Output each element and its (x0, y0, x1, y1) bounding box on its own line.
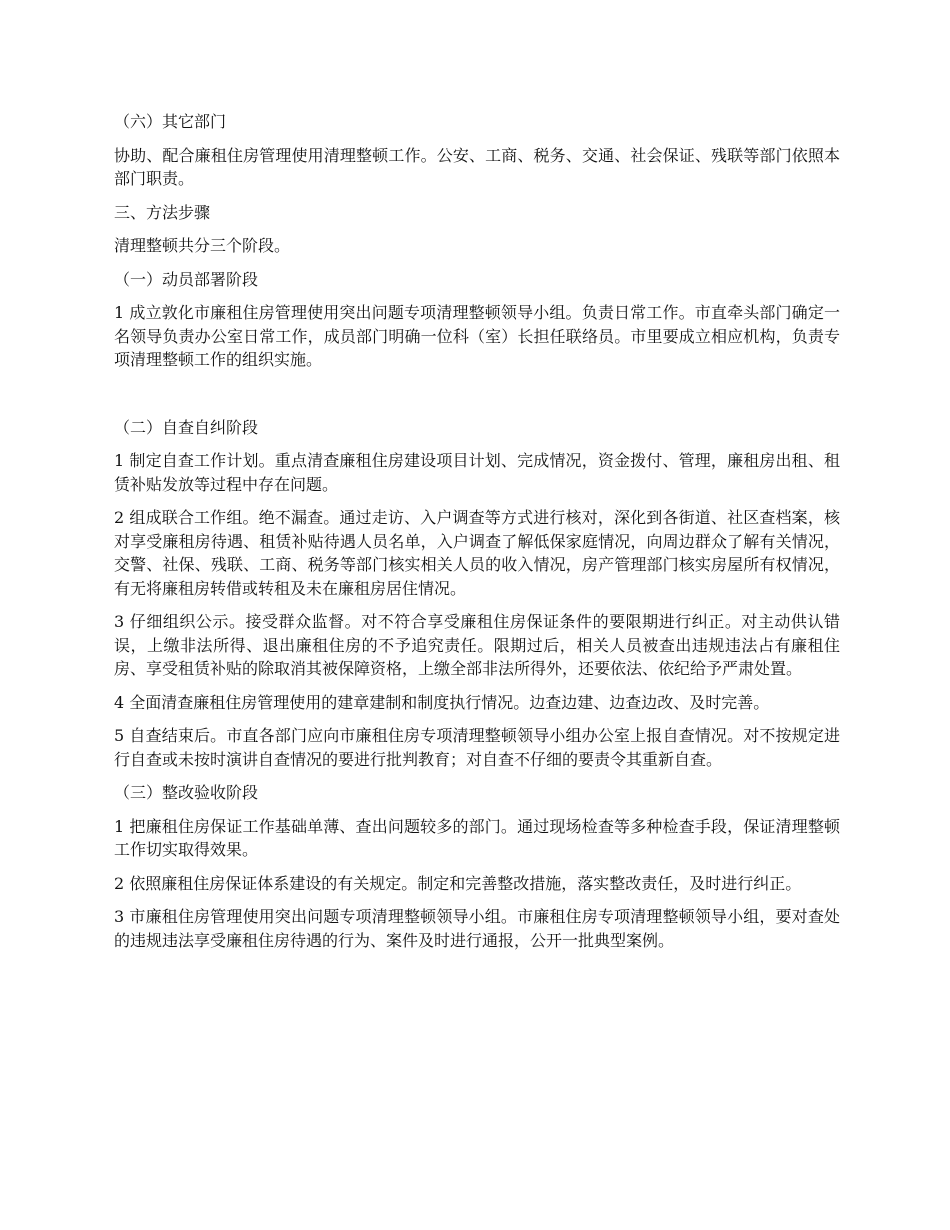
section-heading-mobilization-stage: （一）动员部署阶段 (114, 269, 259, 289)
paragraph-three-stages: 清理整顿共分三个阶段。 (114, 236, 291, 255)
paragraph-self-inspection-item-1: 1 制定自查工作计划。重点清查廉租住房建设项目计划、完成情况，资金拨付、管理，廉租房出租、租赁补贴发放等过程中存在问题。 (114, 451, 840, 494)
section-heading-rectification-stage: （三）整改验收阶段 (114, 783, 259, 802)
paragraph-self-inspection-item-5: 5 自查结束后。市直各部门应向市廉租住房专项清理整顿领导小组办公室上报自查情况。对不按规定进行自查或未按时演讲自查情况的要进行批判教育；对自查不仔细的要责令其重新自查。 (114, 726, 840, 769)
section-heading-self-inspection-stage: （二）自查自纠阶段 (114, 417, 259, 437)
paragraph-rectification-item-3: 3 市廉租住房管理使用突出问题专项清理整顿领导小组。市廉租住房专项清理整顿领导小组，要对查处的违规违法享受廉租住房待遇的行为、案件及时进行通报，公开一批典型案例。 (114, 907, 840, 950)
paragraph-self-inspection-item-3: 3 仔细组织公示。接受群众监督。对不符合享受廉租住房保证条件的要限期进行纠正。对主动供认错误，上缴非法所得、退出廉租住房的不予追究责任。限期过后，相关人员被查出违规违法占有廉租住房、享受租赁补贴的除取消其被保障资格，上缴全部非法所得外，还要依法、依纪给予严肃处置。 (114, 612, 840, 678)
paragraph-rectification-item-2: 2 依照廉租住房保证体系建设的有关规定。制定和完善整改措施，落实整改责任，及时进行纠正。 (114, 873, 802, 893)
blank-space (114, 382, 840, 416)
paragraph-self-inspection-item-2: 2 组成联合工作组。绝不漏查。通过走访、入户调查等方式进行核对，深化到各街道、社区查档案，核对享受廉租房待遇、租赁补贴待遇人员名单，入户调查了解低保家庭情况，向周边群众了解有关情况，交警、社保、残联、工商、税务等部门核实相关人员的收入情况，房产管理部门核实房屋所有权情况，有无将廉租房转借或转租及未在廉租房居住情况。 (114, 508, 840, 598)
document-page (114, 110, 840, 962)
paragraph-rectification-item-1: 1 把廉租住房保证工作基础单薄、查出问题较多的部门。通过现场检查等多种检查手段，保证清理整顿工作切实取得效果。 (114, 816, 840, 859)
paragraph-mobilization-item-1: 1 成立敦化市廉租住房管理使用突出问题专项清理整顿领导小组。负责日常工作。市直牵头部门确定一名领导负责办公室日常工作，成员部门明确一位科（室）长担任联络员。市里要成立相应机构，负责专项清理整顿工作的组织实施。 (114, 303, 840, 369)
paragraph-self-inspection-item-4: 4 全面清查廉租住房管理使用的建章建制和制度执行情况。边查边建、边查边改、及时完善。 (114, 692, 770, 712)
paragraph-other-departments-duty: 协助、配合廉租住房管理使用清理整顿工作。公安、工商、税务、交通、社会保证、残联等部门依照本部门职责。 (114, 145, 840, 188)
section-heading-method-steps: 三、方法步骤 (114, 202, 211, 222)
section-heading-other-departments: （六）其它部门 (114, 112, 227, 131)
